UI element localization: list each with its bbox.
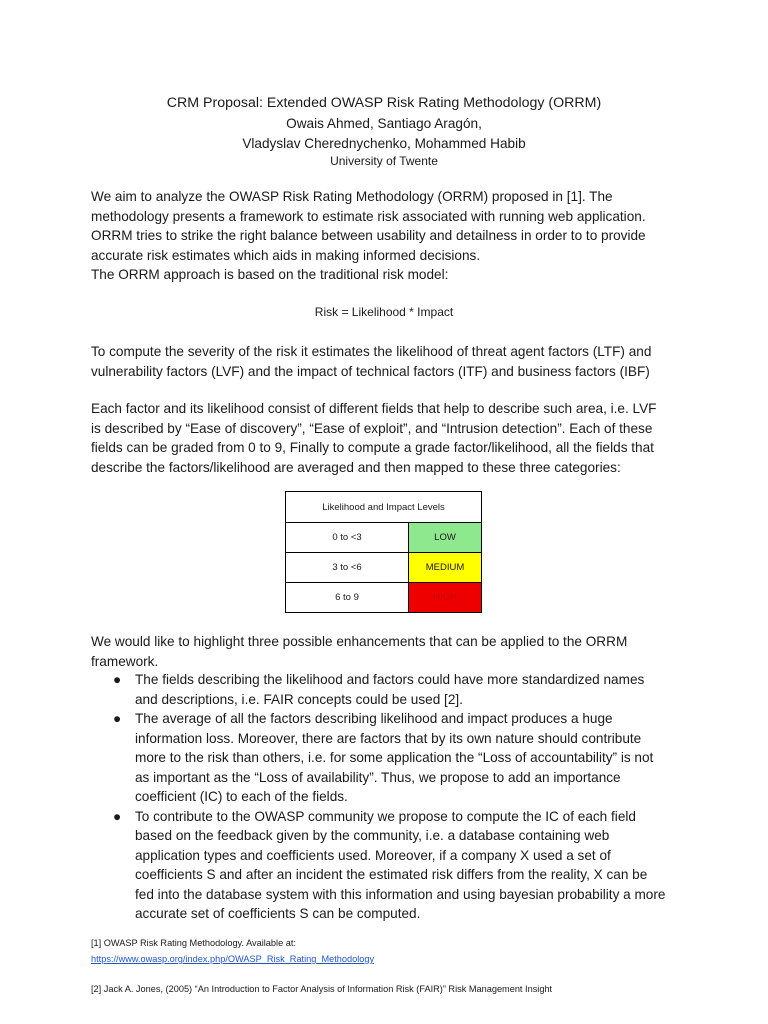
enhancements-list xyxy=(91,670,691,924)
factors-line: Each factor and its likelihood consist of different fields that help to describe such area, i.e. LVF xyxy=(91,401,657,416)
levels-table-header: Likelihood and Impact Levels xyxy=(286,492,482,523)
list-item xyxy=(91,709,691,807)
intro-line: accurate risk estimates which aids in making informed decisions. xyxy=(91,247,481,263)
author-list xyxy=(0,114,768,154)
range-cell: 6 to 9 xyxy=(286,583,409,613)
list-item-line: information loss. Moreover, there are factors that by its own nature should contribute xyxy=(135,730,642,746)
reference-1-text: [1] OWASP Risk Rating Methodology. Available at: xyxy=(91,938,296,948)
factors-line: fields can be graded from 0 to 9, Finally to compute a grade factor/likelihood, all the fields that xyxy=(91,440,654,455)
list-item-line: more to the risk than others, i.e. for some application the “Loss of accountability” is not xyxy=(135,750,654,765)
list-item-line: To contribute to the OWASP community we propose to compute the IC of each field xyxy=(135,808,636,824)
severity-line: To compute the severity of the risk it estimates the likelihood of threat agent factors (LTF) and xyxy=(91,344,652,359)
level-cell-medium: MEDIUM xyxy=(409,553,482,583)
list-item-line: as important as the “Loss of availability”. Thus, we propose to add an importance xyxy=(135,769,621,785)
list-item-line: accurate set of coefficients S can be computed. xyxy=(135,906,421,921)
bullet-icon: ● xyxy=(113,672,122,687)
list-item-line: based on the feedback given by the community, i.e. a database containing web xyxy=(135,828,610,843)
factors-line: is described by “Ease of discovery”, “Ease of exploit”, and “Intrusion detection”. Each of these xyxy=(91,420,653,436)
list-item-line: fed into the database system with this information and using bayesian probability a more xyxy=(135,886,666,902)
reference-1 xyxy=(91,936,374,966)
factors-paragraph xyxy=(91,399,691,477)
reference-1-link[interactable]: https://www.owasp.org/index.php/OWASP_Risk_Rating_Methodology xyxy=(91,954,375,964)
level-cell-high: HIGH xyxy=(409,583,482,613)
intro-line: methodology presents a framework to estimate risk associated with running web application. xyxy=(91,208,646,224)
intro-line: The ORRM approach is based on the traditional risk model: xyxy=(91,267,449,282)
factors-line: describe the factors/likelihood are averaged and then mapped to these three categories: xyxy=(91,459,621,475)
list-item xyxy=(91,807,691,924)
reference-2: [2] Jack A. Jones, (2005) “An Introduction to Factor Analysis of Information Risk (FAIR)” Risk Management Insight xyxy=(91,984,553,994)
severity-line: vulnerability factors (LVF) and the impact of technical factors (ITF) and business factors (IBF) xyxy=(91,363,650,379)
affiliation: University of Twente xyxy=(330,154,438,168)
authors-line-2: Vladyslav Cherednychenko, Mohammed Habib xyxy=(242,136,526,151)
severity-paragraph xyxy=(91,342,691,381)
range-cell: 3 to <6 xyxy=(286,553,409,583)
table-row xyxy=(286,523,482,553)
intro-paragraph xyxy=(91,187,691,285)
list-item-line: The fields describing the likelihood and factors could have more standardized names xyxy=(135,672,645,687)
bullet-icon: ● xyxy=(113,808,122,824)
list-item-line: application types and coefficients used. Moreover, if a company X used a set of xyxy=(135,847,611,863)
list-item-line: coefficients S and after an incident the estimated risk differs from the reality, X can be xyxy=(135,867,648,882)
range-cell: 0 to <3 xyxy=(286,523,409,553)
intro-line: ORRM tries to strike the right balance between usability and detailness in order to to provide xyxy=(91,228,646,243)
levels-table xyxy=(285,491,482,613)
authors-line-1: Owais Ahmed, Santiago Aragón, xyxy=(286,116,482,131)
document-title: CRM Proposal: Extended OWASP Risk Rating Methodology (ORRM) xyxy=(166,95,602,111)
table-row xyxy=(286,553,482,583)
enhancements-intro-line: framework. xyxy=(91,654,159,669)
intro-line: We aim to analyze the OWASP Risk Rating Methodology (ORRM) proposed in [1]. The xyxy=(91,189,613,204)
list-item-line: and descriptions, i.e. FAIR concepts could be used [2]. xyxy=(135,691,463,707)
bullet-icon: ● xyxy=(113,711,122,726)
table-row xyxy=(286,583,482,613)
enhancements-intro-line: We would like to highlight three possible enhancements that can be applied to the ORRM xyxy=(91,634,628,649)
list-item xyxy=(91,670,691,709)
level-cell-low: LOW xyxy=(409,523,482,553)
enhancements-intro xyxy=(91,632,627,672)
list-item-line: The average of all the factors describing likelihood and impact produces a huge xyxy=(135,711,613,726)
list-item-line: coefficient (IC) to each of the fields. xyxy=(135,789,348,804)
risk-formula: Risk = Likelihood * Impact xyxy=(314,305,454,319)
